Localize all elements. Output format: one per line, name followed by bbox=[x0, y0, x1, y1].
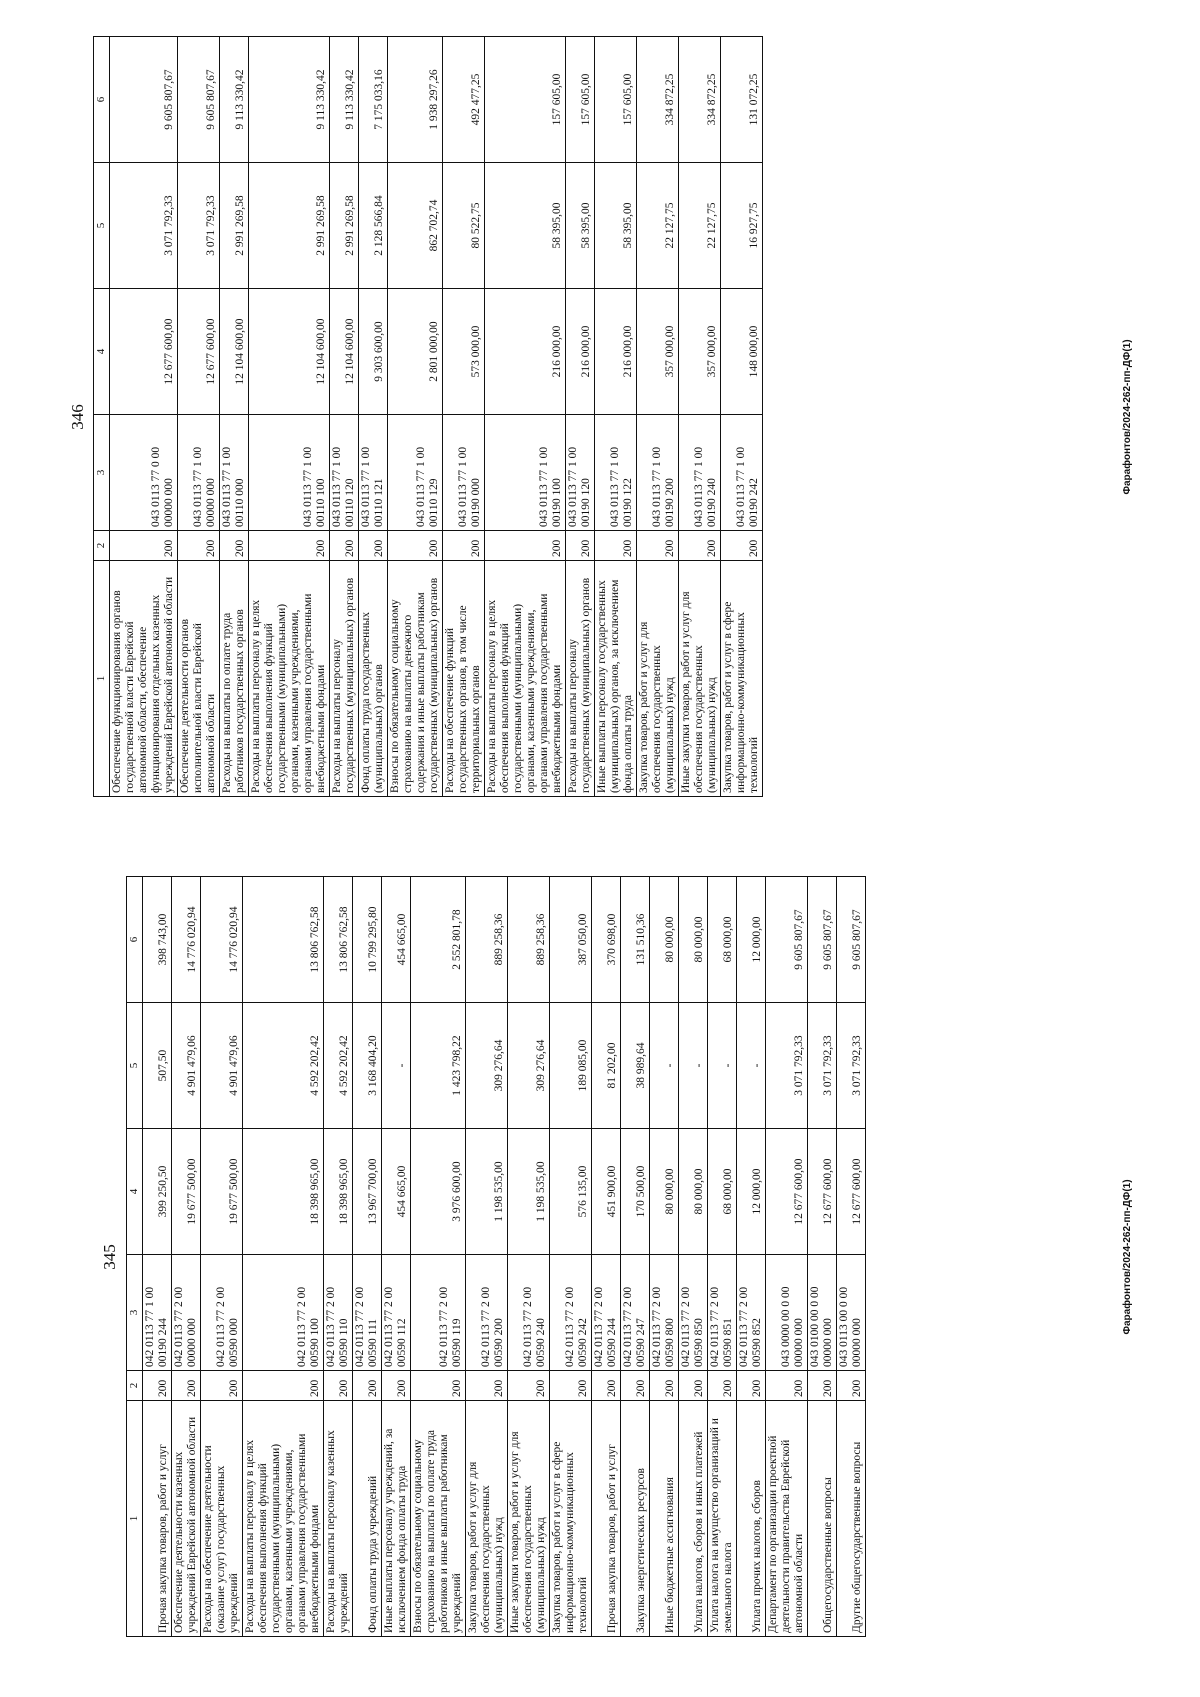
budget-classification-code: 042 0113 77 2 00 00590 242 bbox=[550, 1255, 592, 1371]
table-row bbox=[837, 877, 866, 1637]
column-header: 6 bbox=[127, 877, 143, 1003]
budget-classification-code: 043 0100 00 0 00 00000 000 bbox=[808, 1255, 837, 1371]
table-row bbox=[679, 37, 721, 797]
row-label: Расходы на выплаты персоналу казенных учреждений bbox=[324, 1401, 353, 1637]
row-code: 200 bbox=[485, 531, 566, 561]
row-code: 200 bbox=[592, 1371, 621, 1401]
remaining-amount: 157 605,00 bbox=[595, 37, 637, 163]
approved-amount: 19 677 500,00 bbox=[172, 1129, 201, 1255]
row-label: Расходы на выплаты персоналу государственных (муниципальных) органов bbox=[566, 561, 595, 797]
executed-amount: - bbox=[650, 1003, 679, 1129]
executed-amount: - bbox=[737, 1003, 766, 1129]
table-row bbox=[110, 37, 178, 797]
budget-classification-code: 042 0113 77 2 00 00590 851 bbox=[708, 1255, 737, 1371]
remaining-amount: 9 605 807,67 bbox=[837, 877, 866, 1003]
table-row bbox=[721, 37, 763, 797]
budget-classification-code: 043 0113 77 1 00 00190 100 bbox=[485, 415, 566, 531]
approved-amount: 573 000,00 bbox=[443, 289, 485, 415]
approved-amount: 454 665,00 bbox=[382, 1129, 411, 1255]
remaining-amount: 2 552 801,78 bbox=[411, 877, 466, 1003]
remaining-amount: 7 175 033,16 bbox=[359, 37, 388, 163]
table-row bbox=[143, 877, 172, 1637]
executed-amount: - bbox=[708, 1003, 737, 1129]
executed-amount: 2 128 566,84 bbox=[359, 163, 388, 289]
row-code: 200 bbox=[178, 531, 220, 561]
row-code: 200 bbox=[249, 531, 330, 561]
remaining-amount: 387 050,00 bbox=[550, 877, 592, 1003]
row-label: Иные закупки товаров, работ и услуг для обеспечения государственных (муниципальных) нужд bbox=[679, 561, 721, 797]
table-row bbox=[592, 877, 621, 1637]
row-code: 200 bbox=[550, 1371, 592, 1401]
row-code: 200 bbox=[595, 531, 637, 561]
budget-classification-code: 042 0113 77 1 00 00190 244 bbox=[143, 1255, 172, 1371]
remaining-amount: 334 872,25 bbox=[637, 37, 679, 163]
remaining-amount: 9 113 330,42 bbox=[249, 37, 330, 163]
column-header: 4 bbox=[127, 1129, 143, 1255]
table-row bbox=[324, 877, 353, 1637]
table-row bbox=[178, 37, 220, 797]
row-label: Уплата налогов, сборов и иных платежей bbox=[679, 1401, 708, 1637]
executed-amount: 38 989,64 bbox=[621, 1003, 650, 1129]
page-345 bbox=[0, 857, 1200, 1657]
row-code: 200 bbox=[172, 1371, 201, 1401]
row-code: 200 bbox=[721, 531, 763, 561]
budget-classification-code: 042 0113 77 2 00 00590 247 bbox=[621, 1255, 650, 1371]
remaining-amount: 131 510,36 bbox=[621, 877, 650, 1003]
row-code: 200 bbox=[837, 1371, 866, 1401]
executed-amount: 80 522,75 bbox=[443, 163, 485, 289]
row-label: Расходы на обеспечение деятельности (оказание услуг) государственных учреждений bbox=[201, 1401, 243, 1637]
table-row bbox=[172, 877, 201, 1637]
remaining-amount: 889 258,36 bbox=[508, 877, 550, 1003]
approved-amount: 12 104 600,00 bbox=[220, 289, 249, 415]
row-label: Закупка товаров, работ и услуг в сфере информационно-коммуникационных технологий bbox=[721, 561, 763, 797]
budget-classification-code: 043 0113 77 1 00 00190 122 bbox=[595, 415, 637, 531]
budget-classification-code: 043 0113 77 1 00 00110 120 bbox=[330, 415, 359, 531]
budget-classification-code: 042 0113 77 2 00 00590 852 bbox=[737, 1255, 766, 1371]
budget-classification-code: 043 0000 00 0 00 00000 000 bbox=[766, 1255, 808, 1371]
remaining-amount: 131 072,25 bbox=[721, 37, 763, 163]
column-header: 1 bbox=[94, 561, 110, 797]
remaining-amount: 13 806 762,58 bbox=[324, 877, 353, 1003]
row-code: 200 bbox=[679, 531, 721, 561]
budget-classification-code: 043 0113 77 1 00 00190 240 bbox=[679, 415, 721, 531]
footer-code: Фарафонтов/2024-262-пп-ДФ(1) bbox=[1122, 339, 1133, 495]
executed-amount: 3 168 404,20 bbox=[353, 1003, 382, 1129]
approved-amount: 12 677 600,00 bbox=[178, 289, 220, 415]
row-code: 200 bbox=[708, 1371, 737, 1401]
row-code: 200 bbox=[382, 1371, 411, 1401]
budget-classification-code: 043 0113 77 0 00 00000 000 bbox=[110, 415, 178, 531]
remaining-amount: 13 806 762,58 bbox=[243, 877, 324, 1003]
row-label: Расходы на выплаты персоналу в целях обеспечения выполнения функций государственными (муниципальными) органами, казенными учреждениями, органами управления государственными внебюджетными фондами bbox=[485, 561, 566, 797]
approved-amount: 576 135,00 bbox=[550, 1129, 592, 1255]
budget-classification-code: 042 0113 77 2 00 00590 200 bbox=[466, 1255, 508, 1371]
row-code: 200 bbox=[621, 1371, 650, 1401]
row-label: Взносы по обязательному социальному страхованию на выплаты денежного содержания и иные выплаты работникам государственных (муниципальных) органов bbox=[388, 561, 443, 797]
remaining-amount: 80 000,00 bbox=[679, 877, 708, 1003]
row-label: Расходы на выплаты по оплате труда работников государственных органов bbox=[220, 561, 249, 797]
executed-amount: 81 202,00 bbox=[592, 1003, 621, 1129]
page-346 bbox=[0, 17, 1200, 817]
table-row bbox=[637, 37, 679, 797]
budget-classification-code: 042 0113 77 2 00 00590 850 bbox=[679, 1255, 708, 1371]
row-label: Иные выплаты персоналу государственных (муниципальных) органов, за исключением фонда оплаты труда bbox=[595, 561, 637, 797]
row-label: Взносы по обязательному социальному страхованию на выплаты по оплате труда работников и иные выплаты работникам учреждений bbox=[411, 1401, 466, 1637]
row-code: 200 bbox=[243, 1371, 324, 1401]
budget-classification-code: 042 0113 77 2 00 00590 800 bbox=[650, 1255, 679, 1371]
row-code: 200 bbox=[637, 531, 679, 561]
table-row bbox=[595, 37, 637, 797]
row-code: 200 bbox=[766, 1371, 808, 1401]
remaining-amount: 370 698,00 bbox=[592, 877, 621, 1003]
approved-amount: 216 000,00 bbox=[485, 289, 566, 415]
column-header: 5 bbox=[127, 1003, 143, 1129]
remaining-amount: 10 799 295,80 bbox=[353, 877, 382, 1003]
table-row bbox=[388, 37, 443, 797]
executed-amount: 1 423 798,22 bbox=[411, 1003, 466, 1129]
budget-classification-code: 042 0113 77 2 00 00590 111 bbox=[353, 1255, 382, 1371]
approved-amount: 12 677 600,00 bbox=[837, 1129, 866, 1255]
budget-classification-code: 043 0113 77 1 00 00000 000 bbox=[178, 415, 220, 531]
remaining-amount: 12 000,00 bbox=[737, 877, 766, 1003]
header-row bbox=[94, 37, 110, 797]
table-row bbox=[508, 877, 550, 1637]
row-label: Уплата налога на имущество организаций и земельного налога bbox=[708, 1401, 737, 1637]
budget-classification-code: 043 0113 77 1 00 00190 000 bbox=[443, 415, 485, 531]
row-code: 200 bbox=[466, 1371, 508, 1401]
row-label: Закупка товаров, работ и услуг для обеспечения государственных (муниципальных) нужд bbox=[637, 561, 679, 797]
table-row bbox=[201, 877, 243, 1637]
executed-amount: 3 071 792,33 bbox=[766, 1003, 808, 1129]
table-row bbox=[485, 37, 566, 797]
approved-amount: 19 677 500,00 bbox=[201, 1129, 243, 1255]
row-label: Другие общегосударственные вопросы bbox=[837, 1401, 866, 1637]
table-row bbox=[808, 877, 837, 1637]
remaining-amount: 398 743,00 bbox=[143, 877, 172, 1003]
approved-amount: 18 398 965,00 bbox=[243, 1129, 324, 1255]
row-label: Закупка товаров, работ и услуг в сфере информационно-коммуникационных технологий bbox=[550, 1401, 592, 1637]
row-label: Уплата прочих налогов, сборов bbox=[737, 1401, 766, 1637]
table-row bbox=[243, 877, 324, 1637]
executed-amount: 58 395,00 bbox=[595, 163, 637, 289]
row-label: Закупка товаров, работ и услуг для обеспечения государственных (муниципальных) нужд bbox=[466, 1401, 508, 1637]
column-header: 3 bbox=[94, 415, 110, 531]
row-code: 200 bbox=[679, 1371, 708, 1401]
executed-amount: 2 991 269,58 bbox=[330, 163, 359, 289]
approved-amount: 12 677 600,00 bbox=[766, 1129, 808, 1255]
remaining-amount: 14 776 020,94 bbox=[201, 877, 243, 1003]
header-row bbox=[127, 877, 143, 1637]
budget-classification-code: 042 0113 77 2 00 00590 100 bbox=[243, 1255, 324, 1371]
table-row bbox=[566, 37, 595, 797]
row-code: 200 bbox=[650, 1371, 679, 1401]
approved-amount: 80 000,00 bbox=[679, 1129, 708, 1255]
approved-amount: 80 000,00 bbox=[650, 1129, 679, 1255]
executed-amount: - bbox=[679, 1003, 708, 1129]
row-label: Иные бюджетные ассигнования bbox=[650, 1401, 679, 1637]
approved-amount: 1 198 535,00 bbox=[466, 1129, 508, 1255]
executed-amount: 22 127,75 bbox=[679, 163, 721, 289]
table-row bbox=[679, 877, 708, 1637]
approved-amount: 357 000,00 bbox=[637, 289, 679, 415]
budget-classification-code: 043 0113 77 1 00 00190 200 bbox=[637, 415, 679, 531]
remaining-amount: 492 477,25 bbox=[443, 37, 485, 163]
executed-amount: 3 071 792,33 bbox=[178, 163, 220, 289]
budget-classification-code: 042 0113 77 2 00 00590 119 bbox=[411, 1255, 466, 1371]
approved-amount: 1 198 535,00 bbox=[508, 1129, 550, 1255]
row-label: Прочая закупка товаров, работ и услуг bbox=[143, 1401, 172, 1637]
row-code: 200 bbox=[359, 531, 388, 561]
table-row bbox=[249, 37, 330, 797]
remaining-amount: 9 113 330,42 bbox=[330, 37, 359, 163]
remaining-amount: 157 605,00 bbox=[566, 37, 595, 163]
row-label: Обеспечение деятельности казенных учреждений Еврейской автономной области bbox=[172, 1401, 201, 1637]
executed-amount: 189 085,00 bbox=[550, 1003, 592, 1129]
remaining-amount: 14 776 020,94 bbox=[172, 877, 201, 1003]
row-code: 200 bbox=[508, 1371, 550, 1401]
row-label: Расходы на обеспечение функций государственных органов, в том числе территориальных органов bbox=[443, 561, 485, 797]
row-code: 200 bbox=[110, 531, 178, 561]
row-code: 200 bbox=[330, 531, 359, 561]
table-body bbox=[110, 37, 763, 797]
executed-amount: 58 395,00 bbox=[566, 163, 595, 289]
remaining-amount: 157 605,00 bbox=[485, 37, 566, 163]
budget-classification-code: 042 0113 77 2 00 00590 110 bbox=[324, 1255, 353, 1371]
remaining-amount: 9 605 807,67 bbox=[178, 37, 220, 163]
approved-amount: 12 677 600,00 bbox=[808, 1129, 837, 1255]
executed-amount: 4 901 479,06 bbox=[172, 1003, 201, 1129]
remaining-amount: 9 605 807,67 bbox=[808, 877, 837, 1003]
table-row bbox=[443, 37, 485, 797]
row-label: Фонд оплаты труда государственных (муниципальных) органов bbox=[359, 561, 388, 797]
row-label: Департамент по организации проектной деятельности правительства Еврейской автономной области bbox=[766, 1401, 808, 1637]
column-header: 4 bbox=[94, 289, 110, 415]
approved-amount: 3 976 600,00 bbox=[411, 1129, 466, 1255]
executed-amount: - bbox=[382, 1003, 411, 1129]
budget-table-right bbox=[93, 36, 763, 797]
row-code: 200 bbox=[353, 1371, 382, 1401]
footer-code: Фарафонтов/2024-262-пп-ДФ(1) bbox=[1122, 1179, 1133, 1335]
budget-table-left bbox=[126, 876, 866, 1637]
row-label: Расходы на выплаты персоналу в целях обеспечения выполнения функций государственными (муниципальными) органами, казенными учреждениями, органами управления государственными внебюджетными фондами bbox=[249, 561, 330, 797]
executed-amount: 22 127,75 bbox=[637, 163, 679, 289]
remaining-amount: 9 113 330,42 bbox=[220, 37, 249, 163]
budget-classification-code: 043 0113 00 0 00 00000 000 bbox=[837, 1255, 866, 1371]
approved-amount: 68 000,00 bbox=[708, 1129, 737, 1255]
row-code: 200 bbox=[566, 531, 595, 561]
approved-amount: 170 500,00 bbox=[621, 1129, 650, 1255]
table-row bbox=[382, 877, 411, 1637]
approved-amount: 451 900,00 bbox=[592, 1129, 621, 1255]
table-row bbox=[708, 877, 737, 1637]
executed-amount: 16 927,75 bbox=[721, 163, 763, 289]
approved-amount: 18 398 965,00 bbox=[324, 1129, 353, 1255]
column-header: 1 bbox=[127, 1401, 143, 1637]
approved-amount: 399 250,50 bbox=[143, 1129, 172, 1255]
row-label: Расходы на выплаты персоналу государственных (муниципальных) органов bbox=[330, 561, 359, 797]
executed-amount: 2 991 269,58 bbox=[249, 163, 330, 289]
row-code: 200 bbox=[324, 1371, 353, 1401]
row-label: Закупка энергетических ресурсов bbox=[621, 1401, 650, 1637]
budget-classification-code: 043 0113 77 1 00 00190 120 bbox=[566, 415, 595, 531]
remaining-amount: 9 605 807,67 bbox=[766, 877, 808, 1003]
budget-classification-code: 042 0113 77 2 00 00590 112 bbox=[382, 1255, 411, 1371]
approved-amount: 9 303 600,00 bbox=[359, 289, 388, 415]
budget-classification-code: 043 0113 77 1 00 00110 121 bbox=[359, 415, 388, 531]
budget-classification-code: 043 0113 77 1 00 00110 000 bbox=[220, 415, 249, 531]
row-code: 200 bbox=[220, 531, 249, 561]
table-row bbox=[466, 877, 508, 1637]
row-code: 200 bbox=[201, 1371, 243, 1401]
table-row bbox=[766, 877, 808, 1637]
row-label: Иные выплаты персоналу учреждений, за исключением фонда оплаты труда bbox=[382, 1401, 411, 1637]
budget-classification-code: 042 0113 77 2 00 00590 244 bbox=[592, 1255, 621, 1371]
executed-amount: 309 276,64 bbox=[508, 1003, 550, 1129]
row-label: Иные закупки товаров, работ и услуг для обеспечения государственных (муниципальных) нужд bbox=[508, 1401, 550, 1637]
column-header: 6 bbox=[94, 37, 110, 163]
approved-amount: 216 000,00 bbox=[566, 289, 595, 415]
executed-amount: 58 395,00 bbox=[485, 163, 566, 289]
column-header: 2 bbox=[94, 531, 110, 561]
row-code: 200 bbox=[443, 531, 485, 561]
budget-classification-code: 042 0113 77 2 00 00590 000 bbox=[201, 1255, 243, 1371]
column-header: 2 bbox=[127, 1371, 143, 1401]
page-number: 345 bbox=[100, 1244, 119, 1270]
table-row bbox=[737, 877, 766, 1637]
row-label: Обеспечение функционирования органов государственной власти Еврейской автономной области, обеспечение функционирования отдельных казенных учреждений Еврейской автономной области bbox=[110, 561, 178, 797]
approved-amount: 12 104 600,00 bbox=[330, 289, 359, 415]
remaining-amount: 1 938 297,26 bbox=[388, 37, 443, 163]
table-body bbox=[143, 877, 866, 1637]
executed-amount: 4 592 202,42 bbox=[324, 1003, 353, 1129]
row-label: Фонд оплаты труда учреждений bbox=[353, 1401, 382, 1637]
approved-amount: 13 967 700,00 bbox=[353, 1129, 382, 1255]
budget-classification-code: 043 0113 77 1 00 00110 100 bbox=[249, 415, 330, 531]
table-row bbox=[411, 877, 466, 1637]
row-code: 200 bbox=[143, 1371, 172, 1401]
budget-classification-code: 043 0113 77 1 00 00110 129 bbox=[388, 415, 443, 531]
column-header: 3 bbox=[127, 1255, 143, 1371]
row-code: 200 bbox=[388, 531, 443, 561]
approved-amount: 148 000,00 bbox=[721, 289, 763, 415]
table-row bbox=[330, 37, 359, 797]
approved-amount: 216 000,00 bbox=[595, 289, 637, 415]
remaining-amount: 454 665,00 bbox=[382, 877, 411, 1003]
executed-amount: 3 071 792,33 bbox=[110, 163, 178, 289]
approved-amount: 2 801 000,00 bbox=[388, 289, 443, 415]
row-label: Расходы на выплаты персоналу в целях обеспечения выполнения функций государственными (муниципальными) органами, казенными учреждениями, органами управления государственными внебюджетными фондами bbox=[243, 1401, 324, 1637]
table-row bbox=[650, 877, 679, 1637]
row-label: Прочая закупка товаров, работ и услуг bbox=[592, 1401, 621, 1637]
approved-amount: 12 000,00 bbox=[737, 1129, 766, 1255]
executed-amount: 3 071 792,33 bbox=[808, 1003, 837, 1129]
approved-amount: 12 677 600,00 bbox=[110, 289, 178, 415]
remaining-amount: 889 258,36 bbox=[466, 877, 508, 1003]
executed-amount: 2 991 269,58 bbox=[220, 163, 249, 289]
row-code: 200 bbox=[737, 1371, 766, 1401]
table-row bbox=[621, 877, 650, 1637]
executed-amount: 309 276,64 bbox=[466, 1003, 508, 1129]
remaining-amount: 80 000,00 bbox=[650, 877, 679, 1003]
table-row bbox=[359, 37, 388, 797]
budget-classification-code: 042 0113 77 2 00 00590 240 bbox=[508, 1255, 550, 1371]
executed-amount: 4 592 202,42 bbox=[243, 1003, 324, 1129]
page-number: 346 bbox=[68, 404, 87, 430]
remaining-amount: 68 000,00 bbox=[708, 877, 737, 1003]
table-row bbox=[220, 37, 249, 797]
approved-amount: 12 104 600,00 bbox=[249, 289, 330, 415]
table-row bbox=[353, 877, 382, 1637]
column-header: 5 bbox=[94, 163, 110, 289]
remaining-amount: 334 872,25 bbox=[679, 37, 721, 163]
approved-amount: 357 000,00 bbox=[679, 289, 721, 415]
row-label: Обеспечение деятельности органов исполнительной власти Еврейской автономной области bbox=[178, 561, 220, 797]
executed-amount: 4 901 479,06 bbox=[201, 1003, 243, 1129]
budget-classification-code: 043 0113 77 1 00 00190 242 bbox=[721, 415, 763, 531]
executed-amount: 3 071 792,33 bbox=[837, 1003, 866, 1129]
row-label: Общегосударственные вопросы bbox=[808, 1401, 837, 1637]
row-code: 200 bbox=[411, 1371, 466, 1401]
executed-amount: 862 702,74 bbox=[388, 163, 443, 289]
remaining-amount: 9 605 807,67 bbox=[110, 37, 178, 163]
table-row bbox=[550, 877, 592, 1637]
executed-amount: 507,50 bbox=[143, 1003, 172, 1129]
row-code: 200 bbox=[808, 1371, 837, 1401]
budget-classification-code: 042 0113 77 2 00 00000 000 bbox=[172, 1255, 201, 1371]
